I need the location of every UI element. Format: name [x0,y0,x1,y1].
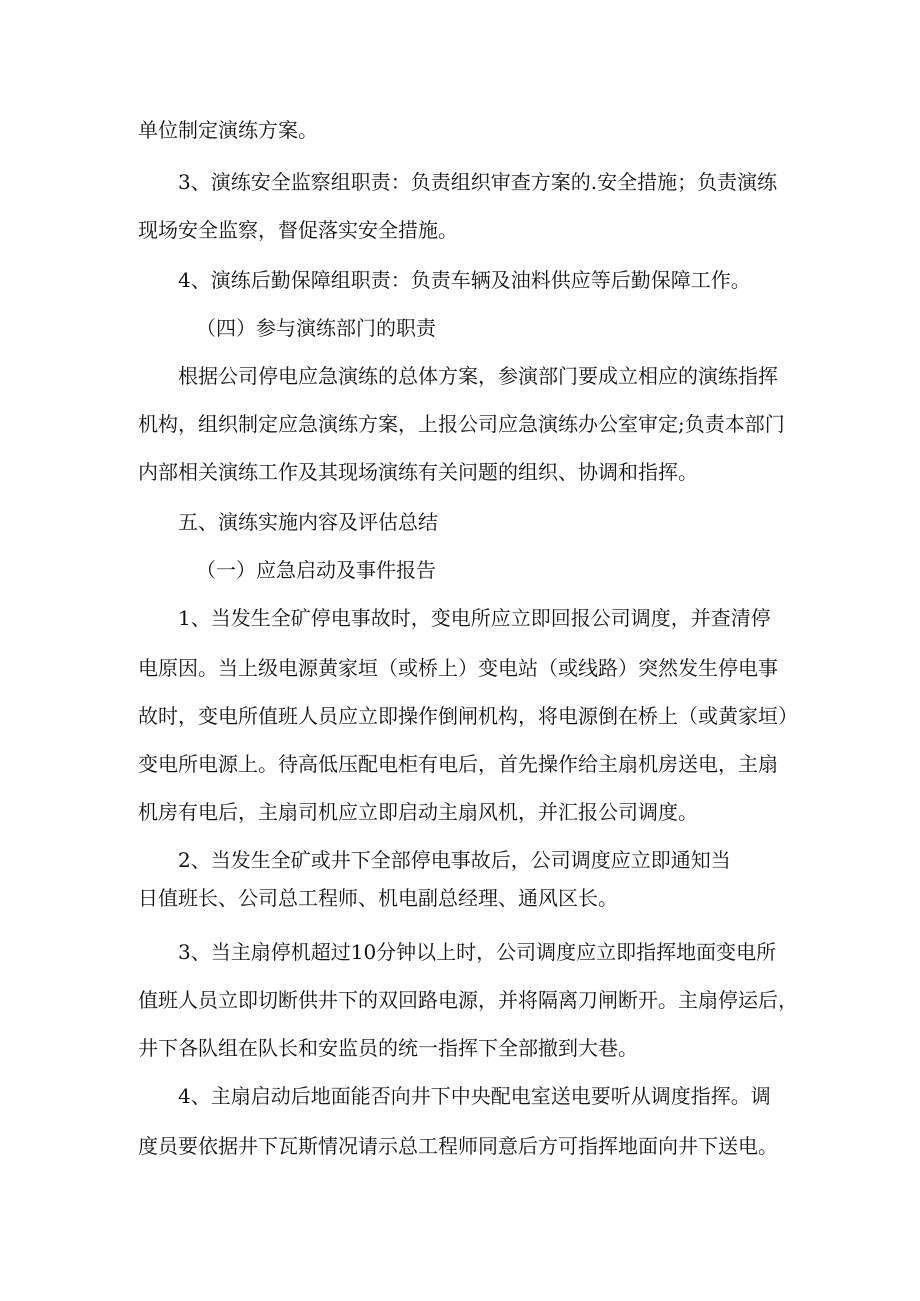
text-line: 井下各队组在队长和安监员的统一指挥下全部撤到大巷。 [138,1036,638,1060]
section-heading: 五、演练实施内容及评估总结 [178,510,438,534]
text-line: 1、当发生全矿停电事故时，变电所应立即回报公司调度，并查清停 [178,606,771,630]
text-line: 2、当发生全矿或井下全部停电事故后，公司调度应立即通知当 [178,848,731,872]
text-line: 日值班长、公司总工程师、机电副总经理、通风区长。 [138,886,618,910]
text-line: 度员要依据井下瓦斯情况请示总工程师同意后方可指挥地面向井下送电。 [138,1134,778,1158]
text-line: 单位制定演练方案。 [138,118,318,142]
text-line: 4、演练后勤保障组职责：负责车辆及油料供应等后勤保障工作。 [178,268,751,292]
text-line: 电原因。当上级电源黄家垣（或桥上）变电站（或线路）突然发生停电事 [138,656,778,680]
subsection-heading: （一）应急启动及事件报告 [196,558,436,582]
text-line: 4、主扇启动后地面能否向井下中央配电室送电要听从调度指挥。调 [178,1084,771,1108]
text-line: 现场安全监察，督促落实安全措施。 [138,218,458,242]
text-line: 变电所电源上。待高低压配电柜有电后，首先操作给主扇机房送电，主扇 [138,752,778,776]
text-line: 内部相关演练工作及其现场演练有关问题的组织、协调和指挥。 [138,460,698,484]
text-line: 故时，变电所值班人员应立即操作倒闸机构，将电源倒在桥上（或黄家垣） [138,704,798,728]
section-heading: （四）参与演练部门的职责 [196,316,436,340]
text-line: 值班人员立即切断供井下的双回路电源，并将隔离刀闸断开。主扇停运后， [138,988,798,1012]
text-line: 3、当主扇停机超过10分钟以上时，公司调度应立即指挥地面变电所 [178,940,777,964]
text-line: 3、演练安全监察组职责：负责组织审查方案的.安全措施；负责演练 [178,170,778,194]
text-line: 根据公司停电应急演练的总体方案，参演部门要成立相应的演练指挥 [178,364,778,388]
text-line: 机构，组织制定应急演练方案，上报公司应急演练办公室审定;负责本部门 [138,412,785,436]
text-line: 机房有电后，主扇司机应立即启动主扇风机，并汇报公司调度。 [138,800,698,824]
